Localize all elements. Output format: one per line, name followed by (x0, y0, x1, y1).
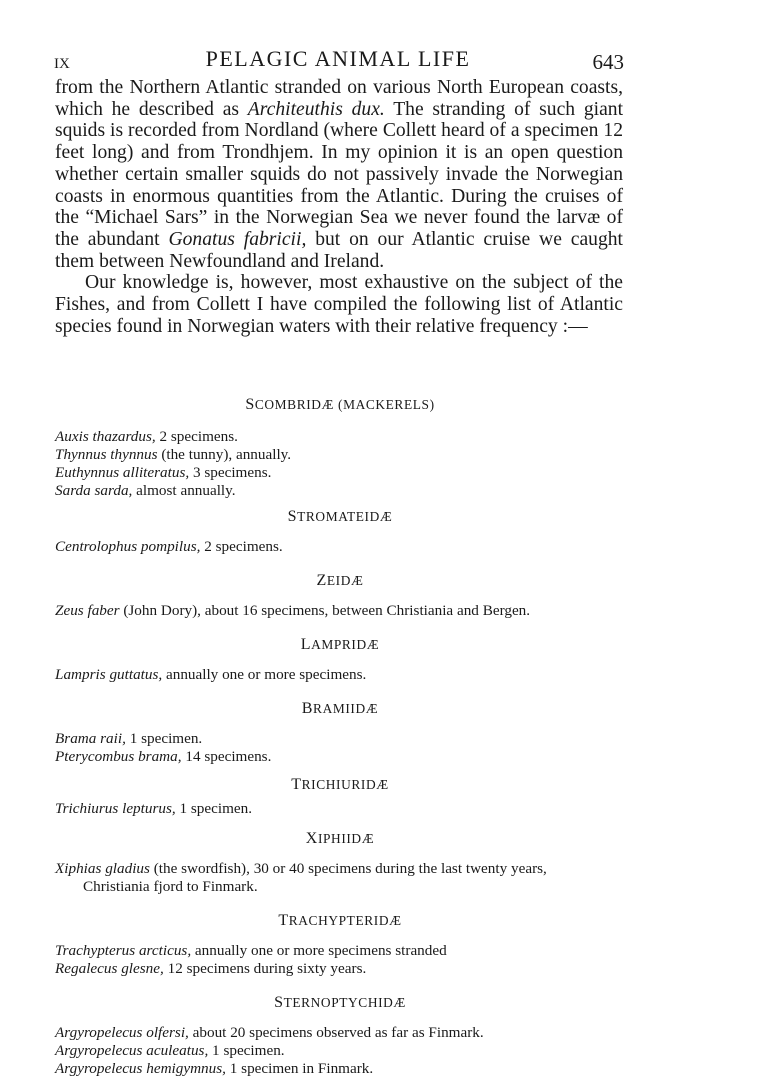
family-heading-lampridae: LAMPRIDÆ (300, 636, 380, 653)
species-entry: Trichiurus lepturus, 1 specimen. (55, 800, 253, 817)
species-entry: Brama raii, 1 specimen. (55, 730, 203, 747)
species-entry: Thynnus thynnus (the tunny), annually. (55, 446, 292, 463)
species-entry-continuation: Christiania fjord to Finmark. (83, 878, 258, 895)
species-entry: Euthynnus alliteratus, 3 specimens. (55, 464, 272, 481)
species-entry: Zeus faber (John Dory), about 16 specimens, between Christiania and Bergen. (55, 602, 531, 619)
family-heading-scombridae: SCOMBRIDÆ (MACKERELS) (245, 396, 435, 413)
paragraph-fishes: Our knowledge is, however, most exhaustive on the subject of the Fishes, and from Collett I have compiled the following list of Atlantic species found in Norwegian waters with their relative frequency :— (55, 272, 623, 337)
species-entry: Pterycombus brama, 14 specimens. (55, 748, 272, 765)
family-heading-stromateidae: STROMATEIDÆ (287, 508, 393, 525)
species-entry: Argyropelecus hemigymnus, 1 specimen in Finmark. (55, 1060, 374, 1077)
family-heading-sternoptychidae: STERNOPTYCHIDÆ (274, 994, 406, 1011)
family-heading-bramiidae: BRAMIIDÆ (301, 700, 379, 717)
family-heading-trichiuridae: TRICHIURIDÆ (291, 776, 389, 793)
family-heading-zeidae: ZEIDÆ (316, 572, 364, 589)
body-text (55, 77, 623, 337)
species-entry: Argyropelecus aculeatus, 1 specimen. (55, 1042, 285, 1059)
species-entry: Regalecus glesne, 12 specimens during sixty years. (55, 960, 367, 977)
family-heading-xiphiidae: XIPHIIDÆ (305, 830, 375, 847)
page-number: 643 (592, 50, 624, 74)
species-entry: Lampris guttatus, annually one or more specimens. (55, 666, 367, 683)
species-name: Architeuthis dux. (247, 98, 385, 120)
family-heading-trachypteridae: TRACHYPTERIDÆ (278, 912, 402, 929)
species-name: Gonatus fabricii, (168, 228, 307, 250)
running-header (52, 44, 624, 74)
fish-species-list (55, 396, 625, 1078)
species-entry: Sarda sarda, almost annually. (55, 482, 236, 499)
species-entry: Auxis thazardus, 2 specimens. (55, 428, 238, 445)
species-entry: Trachypterus arcticus, annually one or more specimens stranded (55, 942, 447, 959)
chapter-number: IX (54, 56, 70, 72)
species-entry: Centrolophus pompilus, 2 specimens. (55, 538, 283, 555)
running-title: PELAGIC ANIMAL LIFE (205, 46, 471, 71)
species-entry: Xiphias gladius (the swordfish), 30 or 40 specimens during the last twenty years, (55, 860, 547, 877)
paragraph-squids: from the Northern Atlantic stranded on various North European coasts, which he described as Architeuthis dux. The stranding of such giant squids is recorded from Nordland (where Collett heard of a specimen 12 feet long) and from Trondhjem. In my opinion it is an open question whether certain smaller squids do not passively invade the Norwegian coasts in enormous quantities from the Atlantic. During the cruises of the “Michael Sars” in the Norwegian Sea we never found the larvæ of the abundant Gonatus fabricii, but on our Atlantic cruise we caught them between Newfoundland and Ireland. (55, 77, 624, 272)
species-entry: Argyropelecus olfersi, about 20 specimens observed as far as Finmark. (55, 1024, 484, 1041)
